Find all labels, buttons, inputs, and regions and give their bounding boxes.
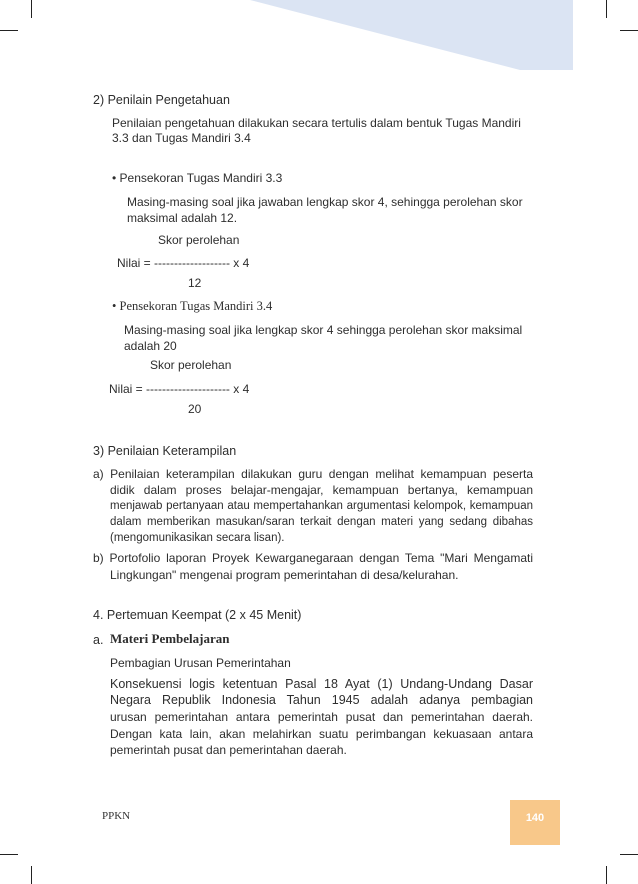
paragraph-line: Konsekuensi logis ketentuan Pasal 18 Ayat (1) Undang-Undang Dasar: [110, 677, 533, 691]
paragraph-line: maksimal adalah 12.: [127, 211, 238, 225]
paragraph-line: Dengan kata lain, akan melahirkan suatu perimbangan kekuasaan antara: [110, 727, 533, 741]
paragraph-line: Penilaian pengetahuan dilakukan secara tertulis dalam bentuk Tugas Mandiri: [112, 116, 521, 130]
crop-mark: [620, 30, 638, 31]
paragraph-line: (mengomunikasikan secara lisan).: [110, 532, 285, 544]
section-heading: 2) Penilain Pengetahuan: [93, 93, 230, 107]
paragraph-line: pemerintah pusat dan pemerintahan daerah.: [110, 743, 347, 757]
subsection-title: Materi Pembelajaran: [110, 631, 230, 646]
crop-mark: [31, 866, 32, 884]
page-number: 140: [525, 812, 545, 824]
paragraph-line: Masing-masing soal jika jawaban lengkap skor 4, sehingga perolehan skor: [127, 195, 523, 209]
crop-mark: [606, 0, 607, 18]
paragraph-line: a) Penilaian keterampilan dilakukan guru dengan melihat kemampuan peserta: [93, 467, 533, 481]
formula-line: Nilai = --------------------- x 4: [109, 382, 250, 396]
formula-numerator: Skor perolehan: [150, 358, 232, 372]
bullet-label: • Pensekoran Tugas Mandiri 3.4: [112, 299, 273, 313]
paragraph-line: Lingkungan" mengenai program pemerintahan di desa/kelurahan.: [110, 568, 459, 582]
crop-mark: [31, 0, 32, 18]
footer-label: PPKN: [102, 810, 131, 822]
section-heading: 3) Penilaian Keterampilan: [93, 444, 237, 458]
paragraph-line: dalam memberikan masukan/saran terkait dengan materi yang sedang dibahas: [110, 516, 533, 528]
paragraph-line: 3.3 dan Tugas Mandiri 3.4: [112, 131, 251, 145]
crop-mark: [0, 30, 18, 31]
section-heading: 4. Pertemuan Keempat (2 x 45 Menit): [93, 608, 302, 622]
paragraph-line: menjawab pertanyaan atau mempertahankan argumentasi kelompok, kemampuan: [110, 500, 533, 512]
paragraph-line: adalah 20: [124, 339, 177, 353]
paragraph-line: Masing-masing soal jika lengkap skor 4 sehingga perolehan skor maksimal: [124, 323, 523, 337]
paragraph-line: didik dalam proses belajar-mengajar, kemampuan bertanya, kemampuan: [110, 483, 533, 497]
paragraph-line: urusan pemerintahan antara pemerintah pusat dan pemerintahan daerah.: [110, 710, 533, 724]
formula-numerator: Skor perolehan: [158, 233, 240, 247]
subsection-subtitle: Pembagian Urusan Pemerintahan: [110, 656, 291, 670]
paragraph-line: b) Portofolio laporan Proyek Kewarganegaraan dengan Tema "Mari Mengamati: [93, 551, 533, 565]
formula-denominator: 20: [188, 402, 202, 416]
formula-denominator: 12: [188, 276, 202, 290]
crop-mark: [0, 854, 18, 855]
list-marker: a.: [93, 633, 104, 647]
bullet-label: • Pensekoran Tugas Mandiri 3.3: [112, 171, 283, 185]
paragraph-line: Negara Republik Indonesia Tahun 1945 adalah adanya pembagian: [110, 693, 533, 707]
formula-line: Nilai = ------------------- x 4: [117, 256, 250, 270]
crop-mark: [620, 854, 638, 855]
header-banner: [250, 0, 573, 70]
crop-mark: [606, 866, 607, 884]
